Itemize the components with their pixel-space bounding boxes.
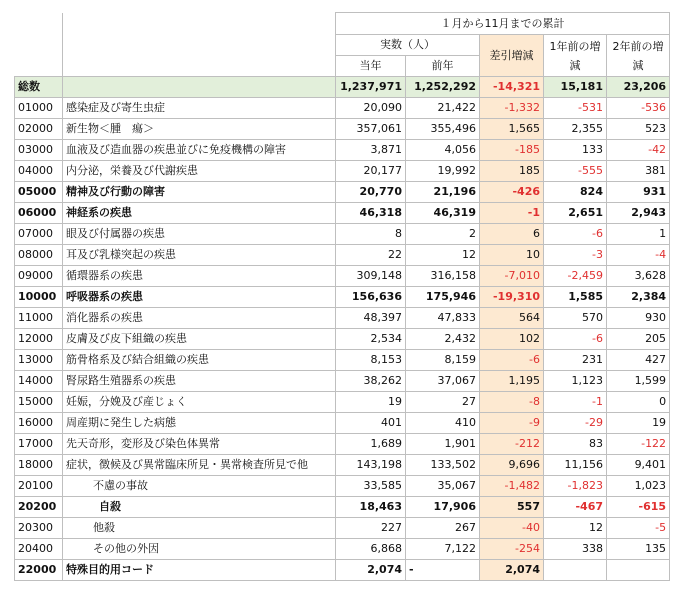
yr2-value: -122 xyxy=(607,434,670,455)
current-value: 46,318 xyxy=(336,203,406,224)
prev-value: 410 xyxy=(406,413,480,434)
table-row xyxy=(15,182,670,203)
prev-value: 19,992 xyxy=(406,161,480,182)
yr2-value: 1,599 xyxy=(607,371,670,392)
yr2-value: 381 xyxy=(607,161,670,182)
row-code: 07000 xyxy=(15,224,63,245)
diff-value: -426 xyxy=(480,182,544,203)
yr1-value: -2,459 xyxy=(544,266,607,287)
row-name xyxy=(63,77,336,98)
yr2-value: -615 xyxy=(607,497,670,518)
prev-value: 2 xyxy=(406,224,480,245)
table-row xyxy=(15,287,670,308)
diff-value: -1,482 xyxy=(480,476,544,497)
prev-value: 46,319 xyxy=(406,203,480,224)
yr2-value: 23,206 xyxy=(607,77,670,98)
current-value: 8,153 xyxy=(336,350,406,371)
yr1-value: 1,123 xyxy=(544,371,607,392)
yr1-value: 133 xyxy=(544,140,607,161)
yr1-value: -6 xyxy=(544,329,607,350)
row-name: 消化器系の疾患 xyxy=(63,308,336,329)
yr2-value xyxy=(607,560,670,581)
current-value: 20,770 xyxy=(336,182,406,203)
diff-value: -14,321 xyxy=(480,77,544,98)
yr1-value: 12 xyxy=(544,518,607,539)
table-row xyxy=(15,245,670,266)
yr2-value: -4 xyxy=(607,245,670,266)
current-value: 8 xyxy=(336,224,406,245)
prev-value: 37,067 xyxy=(406,371,480,392)
row-name: 神経系の疾患 xyxy=(63,203,336,224)
jissu-header: 実数（人） xyxy=(336,35,480,56)
row-code: 15000 xyxy=(15,392,63,413)
prev-value: 1,901 xyxy=(406,434,480,455)
prev-value: 1,252,292 xyxy=(406,77,480,98)
row-code: 14000 xyxy=(15,371,63,392)
current-value: 38,262 xyxy=(336,371,406,392)
row-name: 皮膚及び皮下組織の疾患 xyxy=(63,329,336,350)
header-blank xyxy=(15,35,63,56)
table-body xyxy=(15,77,670,581)
yr1-value: 11,156 xyxy=(544,455,607,476)
diff-value: 6 xyxy=(480,224,544,245)
prev-value: 12 xyxy=(406,245,480,266)
diff-value: -212 xyxy=(480,434,544,455)
row-code: 17000 xyxy=(15,434,63,455)
current-value: 156,636 xyxy=(336,287,406,308)
current-value: 1,237,971 xyxy=(336,77,406,98)
diff-value: 185 xyxy=(480,161,544,182)
prev-value: 133,502 xyxy=(406,455,480,476)
prev-value: 47,833 xyxy=(406,308,480,329)
row-name: 筋骨格系及び結合組織の疾患 xyxy=(63,350,336,371)
prev-value: 17,906 xyxy=(406,497,480,518)
yr2-value: 19 xyxy=(607,413,670,434)
header-blank xyxy=(63,13,336,35)
yr2-value: 931 xyxy=(607,182,670,203)
row-name: 自殺 xyxy=(63,497,336,518)
current-value: 357,061 xyxy=(336,119,406,140)
current-value: 33,585 xyxy=(336,476,406,497)
table-row xyxy=(15,140,670,161)
mortality-table xyxy=(14,12,670,581)
prev-value: 27 xyxy=(406,392,480,413)
table-row xyxy=(15,350,670,371)
prev-value: 7,122 xyxy=(406,539,480,560)
diff-value: -1 xyxy=(480,203,544,224)
yr1-value: 570 xyxy=(544,308,607,329)
yr1-value: 2,651 xyxy=(544,203,607,224)
row-code: 20400 xyxy=(15,539,63,560)
yr2-value: 0 xyxy=(607,392,670,413)
yr1-value: -29 xyxy=(544,413,607,434)
current-year-header: 当年 xyxy=(336,56,406,77)
row-code: 02000 xyxy=(15,119,63,140)
current-value: 18,463 xyxy=(336,497,406,518)
group-title: １月から11月までの累計 xyxy=(336,13,670,35)
diff-value: 1,195 xyxy=(480,371,544,392)
row-name: 周産期に発生した病態 xyxy=(63,413,336,434)
table-row xyxy=(15,560,670,581)
header-blank xyxy=(15,56,63,77)
yr2-value: -536 xyxy=(607,98,670,119)
yr2-value: -42 xyxy=(607,140,670,161)
yr2-value: 2,384 xyxy=(607,287,670,308)
current-value: 1,689 xyxy=(336,434,406,455)
current-value: 22 xyxy=(336,245,406,266)
current-value: 401 xyxy=(336,413,406,434)
diff-value: -1,332 xyxy=(480,98,544,119)
yr1-value: -1 xyxy=(544,392,607,413)
row-name: 新生物＜腫 瘍＞ xyxy=(63,119,336,140)
row-name: 感染症及び寄生虫症 xyxy=(63,98,336,119)
row-name: 循環器系の疾患 xyxy=(63,266,336,287)
row-code: 01000 xyxy=(15,98,63,119)
prev-value: 35,067 xyxy=(406,476,480,497)
diff-value: -6 xyxy=(480,350,544,371)
yr1-value xyxy=(544,560,607,581)
table-row xyxy=(15,371,670,392)
current-value: 48,397 xyxy=(336,308,406,329)
diff-value: 10 xyxy=(480,245,544,266)
table-row xyxy=(15,476,670,497)
table-row xyxy=(15,98,670,119)
row-name: 眼及び付属器の疾患 xyxy=(63,224,336,245)
yr2-value: 3,628 xyxy=(607,266,670,287)
current-value: 3,871 xyxy=(336,140,406,161)
diff-value: 1,565 xyxy=(480,119,544,140)
yr2-value: 2,943 xyxy=(607,203,670,224)
diff-value: 9,696 xyxy=(480,455,544,476)
current-value: 6,868 xyxy=(336,539,406,560)
yr1-value: 231 xyxy=(544,350,607,371)
table-row xyxy=(15,119,670,140)
yr1-value: 15,181 xyxy=(544,77,607,98)
row-code: 10000 xyxy=(15,287,63,308)
yr2-value: 427 xyxy=(607,350,670,371)
row-name: 妊娠，分娩及び産じょく xyxy=(63,392,336,413)
yr2-value: 930 xyxy=(607,308,670,329)
prev-value: 2,432 xyxy=(406,329,480,350)
row-code: 04000 xyxy=(15,161,63,182)
diff-value: -9 xyxy=(480,413,544,434)
yr1-header: 1年前の増減 xyxy=(544,35,607,77)
current-value: 2,534 xyxy=(336,329,406,350)
row-code: 18000 xyxy=(15,455,63,476)
row-name: 腎尿路生殖器系の疾患 xyxy=(63,371,336,392)
yr1-value: -3 xyxy=(544,245,607,266)
row-name: 精神及び行動の障害 xyxy=(63,182,336,203)
yr2-value: 523 xyxy=(607,119,670,140)
current-value: 19 xyxy=(336,392,406,413)
row-code: 05000 xyxy=(15,182,63,203)
table-row xyxy=(15,266,670,287)
current-value: 2,074 xyxy=(336,560,406,581)
current-value: 20,090 xyxy=(336,98,406,119)
table-row xyxy=(15,161,670,182)
diff-value: -185 xyxy=(480,140,544,161)
row-code: 20200 xyxy=(15,497,63,518)
yr1-value: 1,585 xyxy=(544,287,607,308)
yr1-value: 338 xyxy=(544,539,607,560)
table-row xyxy=(15,497,670,518)
yr2-value: 1 xyxy=(607,224,670,245)
row-code: 06000 xyxy=(15,203,63,224)
row-name: 耳及び乳様突起の疾患 xyxy=(63,245,336,266)
row-code: 13000 xyxy=(15,350,63,371)
current-value: 227 xyxy=(336,518,406,539)
row-code: 22000 xyxy=(15,560,63,581)
yr1-value: 824 xyxy=(544,182,607,203)
row-name: 内分泌，栄養及び代謝疾患 xyxy=(63,161,336,182)
yr1-value: -6 xyxy=(544,224,607,245)
row-code: 20300 xyxy=(15,518,63,539)
prev-value: 316,158 xyxy=(406,266,480,287)
yr1-value: -555 xyxy=(544,161,607,182)
prev-year-header: 前年 xyxy=(406,56,480,77)
table-row xyxy=(15,413,670,434)
yr2-value: 205 xyxy=(607,329,670,350)
prev-value: 4,056 xyxy=(406,140,480,161)
yr2-value: 9,401 xyxy=(607,455,670,476)
row-code: 08000 xyxy=(15,245,63,266)
prev-value: 175,946 xyxy=(406,287,480,308)
diff-value: 2,074 xyxy=(480,560,544,581)
diff-value: -19,310 xyxy=(480,287,544,308)
row-name: 特殊目的用コード xyxy=(63,560,336,581)
row-name: その他の外因 xyxy=(63,539,336,560)
row-code: 11000 xyxy=(15,308,63,329)
header-blank xyxy=(63,35,336,56)
table-row xyxy=(15,434,670,455)
yr2-value: 135 xyxy=(607,539,670,560)
table-row xyxy=(15,203,670,224)
prev-value: - xyxy=(406,560,480,581)
yr2-value: -5 xyxy=(607,518,670,539)
prev-value: 21,422 xyxy=(406,98,480,119)
diff-value: 557 xyxy=(480,497,544,518)
row-code: 12000 xyxy=(15,329,63,350)
prev-value: 8,159 xyxy=(406,350,480,371)
row-name: 不慮の事故 xyxy=(63,476,336,497)
row-code: 20100 xyxy=(15,476,63,497)
yr2-value: 1,023 xyxy=(607,476,670,497)
diff-value: -7,010 xyxy=(480,266,544,287)
row-code: 09000 xyxy=(15,266,63,287)
prev-value: 355,496 xyxy=(406,119,480,140)
diff-value: -254 xyxy=(480,539,544,560)
table-row xyxy=(15,224,670,245)
current-value: 309,148 xyxy=(336,266,406,287)
yr1-value: -531 xyxy=(544,98,607,119)
diff-header: 差引増減 xyxy=(480,35,544,77)
row-name: 血液及び造血器の疾患並びに免疫機構の障害 xyxy=(63,140,336,161)
yr1-value: 83 xyxy=(544,434,607,455)
diff-value: -40 xyxy=(480,518,544,539)
row-name: 症状，徴候及び異常臨床所見・異常検査所見で他 xyxy=(63,455,336,476)
yr2-header: 2年前の増減 xyxy=(607,35,670,77)
table-row xyxy=(15,77,670,98)
prev-value: 21,196 xyxy=(406,182,480,203)
header-blank xyxy=(15,13,63,35)
current-value: 20,177 xyxy=(336,161,406,182)
diff-value: 102 xyxy=(480,329,544,350)
table-row xyxy=(15,518,670,539)
row-code: 総数 xyxy=(15,77,63,98)
diff-value: 564 xyxy=(480,308,544,329)
row-name: 他殺 xyxy=(63,518,336,539)
yr1-value: 2,355 xyxy=(544,119,607,140)
header-blank xyxy=(63,56,336,77)
table-row xyxy=(15,455,670,476)
table-row xyxy=(15,329,670,350)
diff-value: -8 xyxy=(480,392,544,413)
row-name: 先天奇形，変形及び染色体異常 xyxy=(63,434,336,455)
prev-value: 267 xyxy=(406,518,480,539)
table-row xyxy=(15,392,670,413)
yr1-value: -1,823 xyxy=(544,476,607,497)
row-name: 呼吸器系の疾患 xyxy=(63,287,336,308)
table-row xyxy=(15,539,670,560)
row-code: 16000 xyxy=(15,413,63,434)
current-value: 143,198 xyxy=(336,455,406,476)
yr1-value: -467 xyxy=(544,497,607,518)
row-code: 03000 xyxy=(15,140,63,161)
table-row xyxy=(15,308,670,329)
